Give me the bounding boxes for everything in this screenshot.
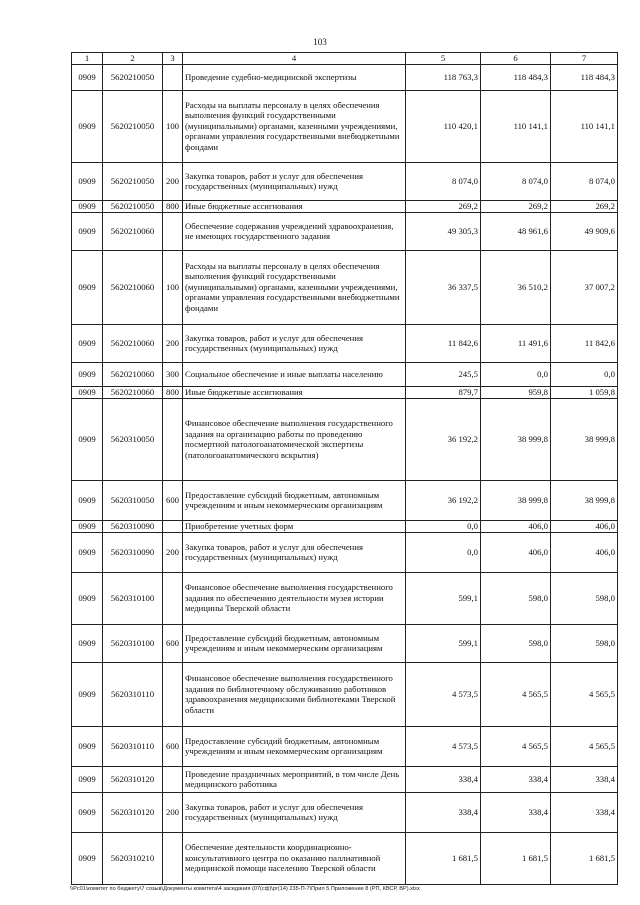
amount-col7: 37 007,2 (551, 250, 618, 324)
target-article-code: 5620310090 (103, 520, 163, 532)
amount-col7: 269,2 (551, 200, 618, 212)
section-code: 0909 (72, 362, 103, 386)
target-article-code: 5620310120 (103, 766, 163, 792)
amount-col6: 38 999,8 (481, 480, 551, 520)
item-description: Социальное обеспечение и иные выплаты населению (183, 362, 406, 386)
section-code: 0909 (72, 250, 103, 324)
section-code: 0909 (72, 624, 103, 662)
amount-col7: 338,4 (551, 766, 618, 792)
expense-type-code (163, 212, 183, 250)
section-code: 0909 (72, 324, 103, 362)
amount-col6: 38 999,8 (481, 398, 551, 480)
amount-col7: 49 909,6 (551, 212, 618, 250)
amount-col6: 110 141,1 (481, 90, 551, 162)
table-row (72, 324, 618, 362)
section-code: 0909 (72, 398, 103, 480)
amount-col7: 406,0 (551, 520, 618, 532)
section-code: 0909 (72, 726, 103, 766)
amount-col5: 49 305,3 (406, 212, 481, 250)
expense-type-code: 800 (163, 386, 183, 398)
section-code: 0909 (72, 766, 103, 792)
amount-col7: 11 842,6 (551, 324, 618, 362)
amount-col6: 4 565,5 (481, 726, 551, 766)
section-code: 0909 (72, 532, 103, 572)
target-article-code: 5620310110 (103, 662, 163, 726)
amount-col6: 11 491,6 (481, 324, 551, 362)
target-article-code: 5620310050 (103, 398, 163, 480)
section-code: 0909 (72, 162, 103, 200)
table-row (72, 212, 618, 250)
target-article-code: 5620210060 (103, 212, 163, 250)
target-article-code: 5620310050 (103, 480, 163, 520)
amount-col6: 598,0 (481, 572, 551, 624)
item-description: Закупка товаров, работ и услуг для обеспечения государственных (муниципальных) нужд (183, 324, 406, 362)
section-code: 0909 (72, 520, 103, 532)
expense-type-code: 800 (163, 200, 183, 212)
amount-col7: 4 565,5 (551, 726, 618, 766)
amount-col5: 599,1 (406, 572, 481, 624)
target-article-code: 5620310100 (103, 624, 163, 662)
target-article-code: 5620210050 (103, 200, 163, 212)
amount-col7: 406,0 (551, 532, 618, 572)
expense-type-code (163, 520, 183, 532)
target-article-code: 5620310210 (103, 832, 163, 884)
item-description: Предоставление субсидий бюджетным, автономным учреждениям и иным некоммерческим организациям (183, 480, 406, 520)
section-code: 0909 (72, 200, 103, 212)
column-number: 2 (103, 53, 163, 65)
table-row (72, 572, 618, 624)
item-description: Иные бюджетные ассигнования (183, 386, 406, 398)
expense-type-code (163, 398, 183, 480)
target-article-code: 5620210060 (103, 250, 163, 324)
amount-col5: 879,7 (406, 386, 481, 398)
amount-col5: 36 337,5 (406, 250, 481, 324)
section-code: 0909 (72, 572, 103, 624)
item-description: Финансовое обеспечение выполнения государственного задания по обеспечению деятельности музея истории медицины Тверской области (183, 572, 406, 624)
amount-col6: 4 565,5 (481, 662, 551, 726)
column-number: 4 (183, 53, 406, 65)
table-row (72, 250, 618, 324)
item-description: Обеспечение деятельности координационно-консультативного центра по оказанию паллиативной медицинской помощи населению Тверской области (183, 832, 406, 884)
item-description: Расходы на выплаты персоналу в целях обеспечения выполнения функций государственными (муниципальными) органами, казенными учреждениями, органами управления государственными внебюджетными фондами (183, 90, 406, 162)
section-code: 0909 (72, 662, 103, 726)
item-description: Предоставление субсидий бюджетным, автономным учреждениям и иным некоммерческим организациям (183, 726, 406, 766)
amount-col7: 338,4 (551, 792, 618, 832)
amount-col5: 0,0 (406, 520, 481, 532)
budget-table (71, 52, 618, 885)
table-row (72, 480, 618, 520)
target-article-code: 5620310120 (103, 792, 163, 832)
table-row (72, 64, 618, 90)
amount-col6: 338,4 (481, 766, 551, 792)
amount-col5: 599,1 (406, 624, 481, 662)
amount-col5: 338,4 (406, 766, 481, 792)
amount-col6: 406,0 (481, 520, 551, 532)
item-description: Проведение праздничных мероприятий, в том числе День медицинского работника (183, 766, 406, 792)
expense-type-code: 600 (163, 726, 183, 766)
amount-col5: 11 842,6 (406, 324, 481, 362)
column-number-row (72, 53, 618, 65)
table-row (72, 398, 618, 480)
amount-col6: 8 074,0 (481, 162, 551, 200)
expense-type-code: 300 (163, 362, 183, 386)
table-row (72, 520, 618, 532)
section-code: 0909 (72, 832, 103, 884)
section-code: 0909 (72, 792, 103, 832)
column-number: 6 (481, 53, 551, 65)
amount-col7: 38 999,8 (551, 480, 618, 520)
amount-col7: 0,0 (551, 362, 618, 386)
table-row (72, 726, 618, 766)
column-number: 5 (406, 53, 481, 65)
expense-type-code: 200 (163, 324, 183, 362)
table-row (72, 662, 618, 726)
expense-type-code (163, 662, 183, 726)
item-description: Закупка товаров, работ и услуг для обеспечения государственных (муниципальных) нужд (183, 532, 406, 572)
expense-type-code: 200 (163, 792, 183, 832)
target-article-code: 5620310090 (103, 532, 163, 572)
amount-col5: 4 573,5 (406, 662, 481, 726)
target-article-code: 5620210060 (103, 362, 163, 386)
column-number: 1 (72, 53, 103, 65)
target-article-code: 5620210050 (103, 64, 163, 90)
section-code: 0909 (72, 64, 103, 90)
table-row (72, 532, 618, 572)
amount-col6: 959,8 (481, 386, 551, 398)
column-number: 3 (163, 53, 183, 65)
expense-type-code (163, 766, 183, 792)
item-description: Иные бюджетные ассигнования (183, 200, 406, 212)
expense-type-code: 100 (163, 250, 183, 324)
item-description: Финансовое обеспечение выполнения государственного задания на организацию работы по проведению посмертной патологоанатомической экспертизы (патологоанатомического вскрытия) (183, 398, 406, 480)
target-article-code: 5620210060 (103, 324, 163, 362)
table-row (72, 362, 618, 386)
section-code: 0909 (72, 480, 103, 520)
expense-type-code: 100 (163, 90, 183, 162)
amount-col7: 598,0 (551, 624, 618, 662)
amount-col5: 0,0 (406, 532, 481, 572)
amount-col5: 269,2 (406, 200, 481, 212)
expense-type-code (163, 572, 183, 624)
amount-col5: 1 681,5 (406, 832, 481, 884)
amount-col6: 269,2 (481, 200, 551, 212)
table-row (72, 792, 618, 832)
item-description: Закупка товаров, работ и услуг для обеспечения государственных (муниципальных) нужд (183, 162, 406, 200)
amount-col6: 338,4 (481, 792, 551, 832)
section-code: 0909 (72, 90, 103, 162)
expense-type-code: 200 (163, 532, 183, 572)
table-row (72, 90, 618, 162)
amount-col6: 0,0 (481, 362, 551, 386)
amount-col5: 338,4 (406, 792, 481, 832)
table-row (72, 624, 618, 662)
amount-col7: 118 484,3 (551, 64, 618, 90)
item-description: Расходы на выплаты персоналу в целях обеспечения выполнения функций государственными (муниципальными) органами, казенными учреждениями, органами управления государственными внебюджетными фондами (183, 250, 406, 324)
amount-col6: 406,0 (481, 532, 551, 572)
amount-col5: 110 420,1 (406, 90, 481, 162)
table-row (72, 386, 618, 398)
item-description: Приобретение учетных форм (183, 520, 406, 532)
amount-col6: 36 510,2 (481, 250, 551, 324)
amount-col7: 110 141,1 (551, 90, 618, 162)
column-number: 7 (551, 53, 618, 65)
amount-col7: 4 565,5 (551, 662, 618, 726)
target-article-code: 5620210050 (103, 90, 163, 162)
amount-col6: 1 681,5 (481, 832, 551, 884)
table-row (72, 832, 618, 884)
budget-table-body (72, 53, 618, 885)
table-row (72, 766, 618, 792)
amount-col5: 36 192,2 (406, 480, 481, 520)
amount-col7: 598,0 (551, 572, 618, 624)
expense-type-code: 600 (163, 480, 183, 520)
amount-col6: 118 484,3 (481, 64, 551, 90)
item-description: Проведение судебно-медицинской экспертизы (183, 64, 406, 90)
amount-col7: 38 999,8 (551, 398, 618, 480)
item-description: Финансовое обеспечение выполнения государственного задания по библиотечному обслуживанию работников здравоохранения медицинскими библиотеками Тверской области (183, 662, 406, 726)
target-article-code: 5620210050 (103, 162, 163, 200)
amount-col6: 48 961,6 (481, 212, 551, 250)
target-article-code: 5620310100 (103, 572, 163, 624)
table-row (72, 162, 618, 200)
expense-type-code (163, 832, 183, 884)
expense-type-code: 600 (163, 624, 183, 662)
item-description: Обеспечение содержания учреждений здравоохранения, не имеющих государственного задания (183, 212, 406, 250)
section-code: 0909 (72, 386, 103, 398)
amount-col6: 598,0 (481, 624, 551, 662)
file-path-footer: \\Pc01\комитет по бюджету\7 созыв\Документы комитета\4 заседания (07(сф)\рг(14) 235-П-7\Прил 5 Приложение 8 (РП, КВСР, ВР).xlsx (70, 886, 420, 892)
section-code: 0909 (72, 212, 103, 250)
amount-col7: 1 059,8 (551, 386, 618, 398)
amount-col5: 36 192,2 (406, 398, 481, 480)
amount-col5: 118 763,3 (406, 64, 481, 90)
table-row (72, 200, 618, 212)
expense-type-code (163, 64, 183, 90)
amount-col5: 4 573,5 (406, 726, 481, 766)
amount-col7: 1 681,5 (551, 832, 618, 884)
amount-col5: 8 074,0 (406, 162, 481, 200)
page-number: 103 (313, 37, 327, 47)
item-description: Предоставление субсидий бюджетным, автономным учреждениям и иным некоммерческим организациям (183, 624, 406, 662)
target-article-code: 5620310110 (103, 726, 163, 766)
amount-col7: 8 074,0 (551, 162, 618, 200)
item-description: Закупка товаров, работ и услуг для обеспечения государственных (муниципальных) нужд (183, 792, 406, 832)
amount-col5: 245,5 (406, 362, 481, 386)
expense-type-code: 200 (163, 162, 183, 200)
target-article-code: 5620210060 (103, 386, 163, 398)
